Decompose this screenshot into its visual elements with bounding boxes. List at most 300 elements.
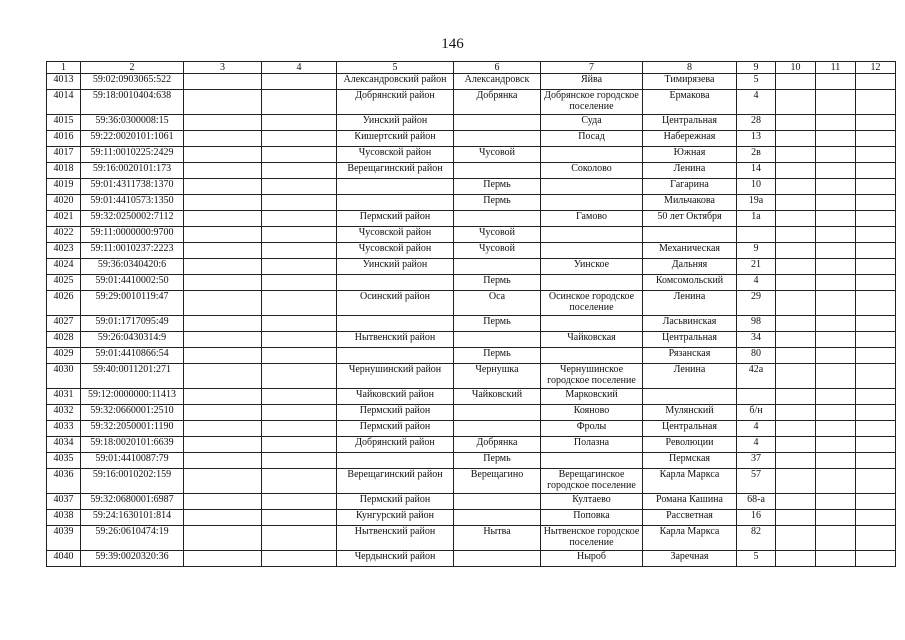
street-cell: Ленина — [643, 364, 737, 389]
locality-cell — [541, 316, 643, 332]
locality-cell: Марковский — [541, 389, 643, 405]
district-cell: Пермский район — [337, 421, 454, 437]
col-10-cell — [776, 526, 816, 551]
row-number-cell: 4031 — [47, 389, 81, 405]
house-number-cell: 9 — [737, 243, 776, 259]
table-row — [47, 469, 896, 494]
row-number-cell: 4021 — [47, 211, 81, 227]
street-cell: Центральная — [643, 115, 737, 131]
col-10-cell — [776, 74, 816, 90]
col-11-cell — [816, 453, 856, 469]
town-cell: Пермь — [454, 195, 541, 211]
col-11-cell — [816, 405, 856, 421]
town-cell: Чайковский — [454, 389, 541, 405]
table-row — [47, 211, 896, 227]
col-11-cell — [816, 526, 856, 551]
col-4-cell — [262, 74, 337, 90]
district-cell: Чусовской район — [337, 243, 454, 259]
col-11-cell — [816, 291, 856, 316]
col-11-cell — [816, 494, 856, 510]
col-11-cell — [816, 510, 856, 526]
district-cell: Пермский район — [337, 405, 454, 421]
locality-cell: Чайковская — [541, 332, 643, 348]
col-3-cell — [184, 453, 262, 469]
district-cell: Верещагинский район — [337, 469, 454, 494]
column-header-2: 2 — [81, 62, 184, 74]
district-cell — [337, 275, 454, 291]
col-10-cell — [776, 211, 816, 227]
col-10-cell — [776, 551, 816, 567]
col-4-cell — [262, 147, 337, 163]
row-number-cell: 4035 — [47, 453, 81, 469]
town-cell: Добрянка — [454, 437, 541, 453]
table-row — [47, 348, 896, 364]
row-number-cell: 4027 — [47, 316, 81, 332]
locality-cell: Верещагинское городское поселение — [541, 469, 643, 494]
street-cell: Механическая — [643, 243, 737, 259]
cadastral-number-cell: 59:02:0903065:522 — [81, 74, 184, 90]
col-11-cell — [816, 163, 856, 179]
locality-cell — [541, 179, 643, 195]
house-number-cell: 4 — [737, 437, 776, 453]
street-cell: Гагарина — [643, 179, 737, 195]
street-cell: Ленина — [643, 163, 737, 179]
col-11-cell — [816, 551, 856, 567]
col-12-cell — [856, 453, 896, 469]
col-11-cell — [816, 421, 856, 437]
table-row — [47, 389, 896, 405]
cadastral-number-cell: 59:40:0011201:271 — [81, 364, 184, 389]
cadastral-number-cell: 59:16:0020101:173 — [81, 163, 184, 179]
district-cell: Чердынский район — [337, 551, 454, 567]
col-12-cell — [856, 243, 896, 259]
house-number-cell: 19а — [737, 195, 776, 211]
house-number-cell: 4 — [737, 90, 776, 115]
column-header-6: 6 — [454, 62, 541, 74]
town-cell: Чусовой — [454, 147, 541, 163]
col-11-cell — [816, 469, 856, 494]
house-number-cell: 5 — [737, 74, 776, 90]
locality-cell: Уинское — [541, 259, 643, 275]
col-3-cell — [184, 348, 262, 364]
col-4-cell — [262, 437, 337, 453]
column-header-7: 7 — [541, 62, 643, 74]
cadastral-number-cell: 59:32:2050001:1190 — [81, 421, 184, 437]
col-11-cell — [816, 332, 856, 348]
col-4-cell — [262, 348, 337, 364]
district-cell — [337, 179, 454, 195]
col-4-cell — [262, 526, 337, 551]
cadastral-number-cell: 59:32:0680001:6987 — [81, 494, 184, 510]
cadastral-number-cell: 59:22:0020101:1061 — [81, 131, 184, 147]
house-number-cell: 42а — [737, 364, 776, 389]
street-cell: Мильчакова — [643, 195, 737, 211]
col-4-cell — [262, 421, 337, 437]
town-cell: Чусовой — [454, 227, 541, 243]
col-12-cell — [856, 90, 896, 115]
col-10-cell — [776, 469, 816, 494]
table-row — [47, 437, 896, 453]
table-row — [47, 74, 896, 90]
town-cell — [454, 131, 541, 147]
col-10-cell — [776, 405, 816, 421]
table-row — [47, 421, 896, 437]
town-cell — [454, 510, 541, 526]
town-cell: Пермь — [454, 179, 541, 195]
cadastral-number-cell: 59:01:4410866:54 — [81, 348, 184, 364]
street-cell: Мулянский — [643, 405, 737, 421]
col-10-cell — [776, 389, 816, 405]
street-cell: Рязанская — [643, 348, 737, 364]
col-10-cell — [776, 163, 816, 179]
col-12-cell — [856, 147, 896, 163]
town-cell — [454, 405, 541, 421]
district-cell: Добрянский район — [337, 437, 454, 453]
header-row — [47, 62, 896, 74]
street-cell: Дальняя — [643, 259, 737, 275]
street-cell: Карла Маркса — [643, 526, 737, 551]
locality-cell: Чернушинское городское поселение — [541, 364, 643, 389]
col-4-cell — [262, 453, 337, 469]
row-number-cell: 4032 — [47, 405, 81, 421]
col-10-cell — [776, 195, 816, 211]
col-4-cell — [262, 259, 337, 275]
col-4-cell — [262, 275, 337, 291]
col-10-cell — [776, 510, 816, 526]
table-row — [47, 316, 896, 332]
col-3-cell — [184, 494, 262, 510]
col-3-cell — [184, 259, 262, 275]
col-10-cell — [776, 131, 816, 147]
row-number-cell: 4015 — [47, 115, 81, 131]
row-number-cell: 4036 — [47, 469, 81, 494]
town-cell: Александровск — [454, 74, 541, 90]
cadastral-number-cell: 59:16:0010202:159 — [81, 469, 184, 494]
table-body — [47, 62, 896, 567]
col-4-cell — [262, 316, 337, 332]
col-3-cell — [184, 364, 262, 389]
column-header-5: 5 — [337, 62, 454, 74]
street-cell: Пермская — [643, 453, 737, 469]
col-4-cell — [262, 551, 337, 567]
col-11-cell — [816, 243, 856, 259]
town-cell — [454, 211, 541, 227]
col-12-cell — [856, 405, 896, 421]
table-row — [47, 364, 896, 389]
col-11-cell — [816, 316, 856, 332]
col-12-cell — [856, 74, 896, 90]
district-cell — [337, 195, 454, 211]
district-cell: Чернушинский район — [337, 364, 454, 389]
col-10-cell — [776, 179, 816, 195]
col-4-cell — [262, 291, 337, 316]
row-number-cell: 4039 — [47, 526, 81, 551]
street-cell: Набережная — [643, 131, 737, 147]
town-cell: Оса — [454, 291, 541, 316]
street-cell: Ермакова — [643, 90, 737, 115]
street-cell: Комсомольский — [643, 275, 737, 291]
row-number-cell: 4018 — [47, 163, 81, 179]
town-cell — [454, 115, 541, 131]
col-10-cell — [776, 437, 816, 453]
street-cell: Рассветная — [643, 510, 737, 526]
col-3-cell — [184, 90, 262, 115]
street-cell — [643, 389, 737, 405]
col-11-cell — [816, 74, 856, 90]
col-11-cell — [816, 115, 856, 131]
col-11-cell — [816, 179, 856, 195]
house-number-cell: 80 — [737, 348, 776, 364]
district-cell: Пермский район — [337, 211, 454, 227]
col-3-cell — [184, 115, 262, 131]
column-header-10: 10 — [776, 62, 816, 74]
col-12-cell — [856, 131, 896, 147]
column-header-11: 11 — [816, 62, 856, 74]
street-cell: Революции — [643, 437, 737, 453]
house-number-cell: 57 — [737, 469, 776, 494]
table-row — [47, 526, 896, 551]
row-number-cell: 4037 — [47, 494, 81, 510]
street-cell: Ленина — [643, 291, 737, 316]
col-3-cell — [184, 74, 262, 90]
district-cell: Нытвенский район — [337, 526, 454, 551]
cadastral-number-cell: 59:01:1717095:49 — [81, 316, 184, 332]
locality-cell — [541, 227, 643, 243]
col-4-cell — [262, 115, 337, 131]
house-number-cell: б/н — [737, 405, 776, 421]
locality-cell — [541, 195, 643, 211]
col-10-cell — [776, 332, 816, 348]
row-number-cell: 4017 — [47, 147, 81, 163]
house-number-cell: 5 — [737, 551, 776, 567]
cadastral-number-cell: 59:12:0000000:11413 — [81, 389, 184, 405]
table-row — [47, 453, 896, 469]
col-4-cell — [262, 195, 337, 211]
locality-cell: Осинское городское поселение — [541, 291, 643, 316]
street-cell: Романа Кашина — [643, 494, 737, 510]
cadastral-number-cell: 59:36:0300008:15 — [81, 115, 184, 131]
district-cell: Чусовской район — [337, 227, 454, 243]
cadastral-number-cell: 59:11:0010237:2223 — [81, 243, 184, 259]
col-12-cell — [856, 195, 896, 211]
house-number-cell: 34 — [737, 332, 776, 348]
town-cell: Добрянка — [454, 90, 541, 115]
district-cell: Добрянский район — [337, 90, 454, 115]
house-number-cell: 28 — [737, 115, 776, 131]
col-3-cell — [184, 510, 262, 526]
col-10-cell — [776, 291, 816, 316]
col-11-cell — [816, 195, 856, 211]
cadastral-number-cell: 59:11:0010225:2429 — [81, 147, 184, 163]
town-cell — [454, 551, 541, 567]
col-10-cell — [776, 90, 816, 115]
cadastral-number-cell: 59:24:1630101:814 — [81, 510, 184, 526]
cadastral-number-cell: 59:01:4410573:1350 — [81, 195, 184, 211]
district-cell: Чайковский район — [337, 389, 454, 405]
col-11-cell — [816, 259, 856, 275]
col-3-cell — [184, 131, 262, 147]
table-row — [47, 163, 896, 179]
col-11-cell — [816, 275, 856, 291]
col-12-cell — [856, 494, 896, 510]
row-number-cell: 4029 — [47, 348, 81, 364]
town-cell — [454, 259, 541, 275]
col-12-cell — [856, 437, 896, 453]
table-row — [47, 551, 896, 567]
district-cell: Нытвенский район — [337, 332, 454, 348]
town-cell: Пермь — [454, 316, 541, 332]
row-number-cell: 4028 — [47, 332, 81, 348]
row-number-cell: 4038 — [47, 510, 81, 526]
col-11-cell — [816, 147, 856, 163]
house-number-cell: 4 — [737, 421, 776, 437]
col-12-cell — [856, 364, 896, 389]
house-number-cell: 10 — [737, 179, 776, 195]
table-row — [47, 275, 896, 291]
col-3-cell — [184, 389, 262, 405]
street-cell — [643, 227, 737, 243]
col-10-cell — [776, 421, 816, 437]
col-4-cell — [262, 211, 337, 227]
cadastral-number-cell: 59:29:0010119:47 — [81, 291, 184, 316]
column-header-9: 9 — [737, 62, 776, 74]
table-row — [47, 131, 896, 147]
col-4-cell — [262, 494, 337, 510]
table-row — [47, 332, 896, 348]
col-3-cell — [184, 179, 262, 195]
locality-cell — [541, 275, 643, 291]
row-number-cell: 4030 — [47, 364, 81, 389]
col-12-cell — [856, 332, 896, 348]
col-10-cell — [776, 494, 816, 510]
town-cell: Пермь — [454, 453, 541, 469]
row-number-cell: 4014 — [47, 90, 81, 115]
house-number-cell: 68-а — [737, 494, 776, 510]
col-12-cell — [856, 259, 896, 275]
locality-cell: Ныроб — [541, 551, 643, 567]
street-cell: Южная — [643, 147, 737, 163]
town-cell — [454, 332, 541, 348]
cadastral-number-cell: 59:26:0610474:19 — [81, 526, 184, 551]
col-11-cell — [816, 90, 856, 115]
street-cell: Ласьвинская — [643, 316, 737, 332]
locality-cell — [541, 147, 643, 163]
table-row — [47, 227, 896, 243]
col-10-cell — [776, 364, 816, 389]
col-12-cell — [856, 227, 896, 243]
col-3-cell — [184, 291, 262, 316]
locality-cell: Култаево — [541, 494, 643, 510]
town-cell — [454, 421, 541, 437]
col-3-cell — [184, 227, 262, 243]
town-cell: Нытва — [454, 526, 541, 551]
col-12-cell — [856, 179, 896, 195]
town-cell: Пермь — [454, 275, 541, 291]
row-number-cell: 4024 — [47, 259, 81, 275]
table-row — [47, 243, 896, 259]
col-12-cell — [856, 316, 896, 332]
col-11-cell — [816, 227, 856, 243]
district-cell: Уинский район — [337, 115, 454, 131]
col-3-cell — [184, 469, 262, 494]
locality-cell: Гамово — [541, 211, 643, 227]
col-3-cell — [184, 332, 262, 348]
col-10-cell — [776, 243, 816, 259]
cadastral-number-cell: 59:01:4410087:79 — [81, 453, 184, 469]
col-12-cell — [856, 526, 896, 551]
cadastral-number-cell: 59:01:4410002:50 — [81, 275, 184, 291]
cadastral-number-cell: 59:36:0340420:6 — [81, 259, 184, 275]
table-row — [47, 510, 896, 526]
column-header-3: 3 — [184, 62, 262, 74]
registry-table — [46, 61, 896, 567]
col-4-cell — [262, 163, 337, 179]
col-4-cell — [262, 243, 337, 259]
col-3-cell — [184, 551, 262, 567]
col-3-cell — [184, 147, 262, 163]
cadastral-number-cell: 59:26:0430314:9 — [81, 332, 184, 348]
cadastral-number-cell: 59:32:0250002:7112 — [81, 211, 184, 227]
cadastral-number-cell: 59:39:0020320:36 — [81, 551, 184, 567]
locality-cell: Суда — [541, 115, 643, 131]
row-number-cell: 4019 — [47, 179, 81, 195]
row-number-cell: 4020 — [47, 195, 81, 211]
col-4-cell — [262, 179, 337, 195]
town-cell: Верещагино — [454, 469, 541, 494]
col-12-cell — [856, 469, 896, 494]
locality-cell — [541, 348, 643, 364]
house-number-cell: 4 — [737, 275, 776, 291]
house-number-cell: 1а — [737, 211, 776, 227]
house-number-cell: 13 — [737, 131, 776, 147]
row-number-cell: 4033 — [47, 421, 81, 437]
table-row — [47, 195, 896, 211]
col-10-cell — [776, 275, 816, 291]
cadastral-number-cell: 59:32:0660001:2510 — [81, 405, 184, 421]
column-header-8: 8 — [643, 62, 737, 74]
col-12-cell — [856, 421, 896, 437]
table-row — [47, 179, 896, 195]
col-12-cell — [856, 551, 896, 567]
col-12-cell — [856, 348, 896, 364]
col-4-cell — [262, 389, 337, 405]
district-cell: Александровский район — [337, 74, 454, 90]
column-header-1: 1 — [47, 62, 81, 74]
col-3-cell — [184, 243, 262, 259]
col-3-cell — [184, 437, 262, 453]
col-11-cell — [816, 131, 856, 147]
house-number-cell: 16 — [737, 510, 776, 526]
street-cell: Тимирязева — [643, 74, 737, 90]
col-10-cell — [776, 453, 816, 469]
locality-cell: Полазна — [541, 437, 643, 453]
row-number-cell: 4022 — [47, 227, 81, 243]
district-cell: Чусовской район — [337, 147, 454, 163]
town-cell — [454, 494, 541, 510]
col-4-cell — [262, 90, 337, 115]
locality-cell — [541, 243, 643, 259]
row-number-cell: 4013 — [47, 74, 81, 90]
col-4-cell — [262, 469, 337, 494]
col-10-cell — [776, 348, 816, 364]
col-12-cell — [856, 389, 896, 405]
table-row — [47, 115, 896, 131]
house-number-cell — [737, 389, 776, 405]
table-row — [47, 147, 896, 163]
town-cell: Пермь — [454, 348, 541, 364]
street-cell: Карла Маркса — [643, 469, 737, 494]
street-cell: 50 лет Октября — [643, 211, 737, 227]
